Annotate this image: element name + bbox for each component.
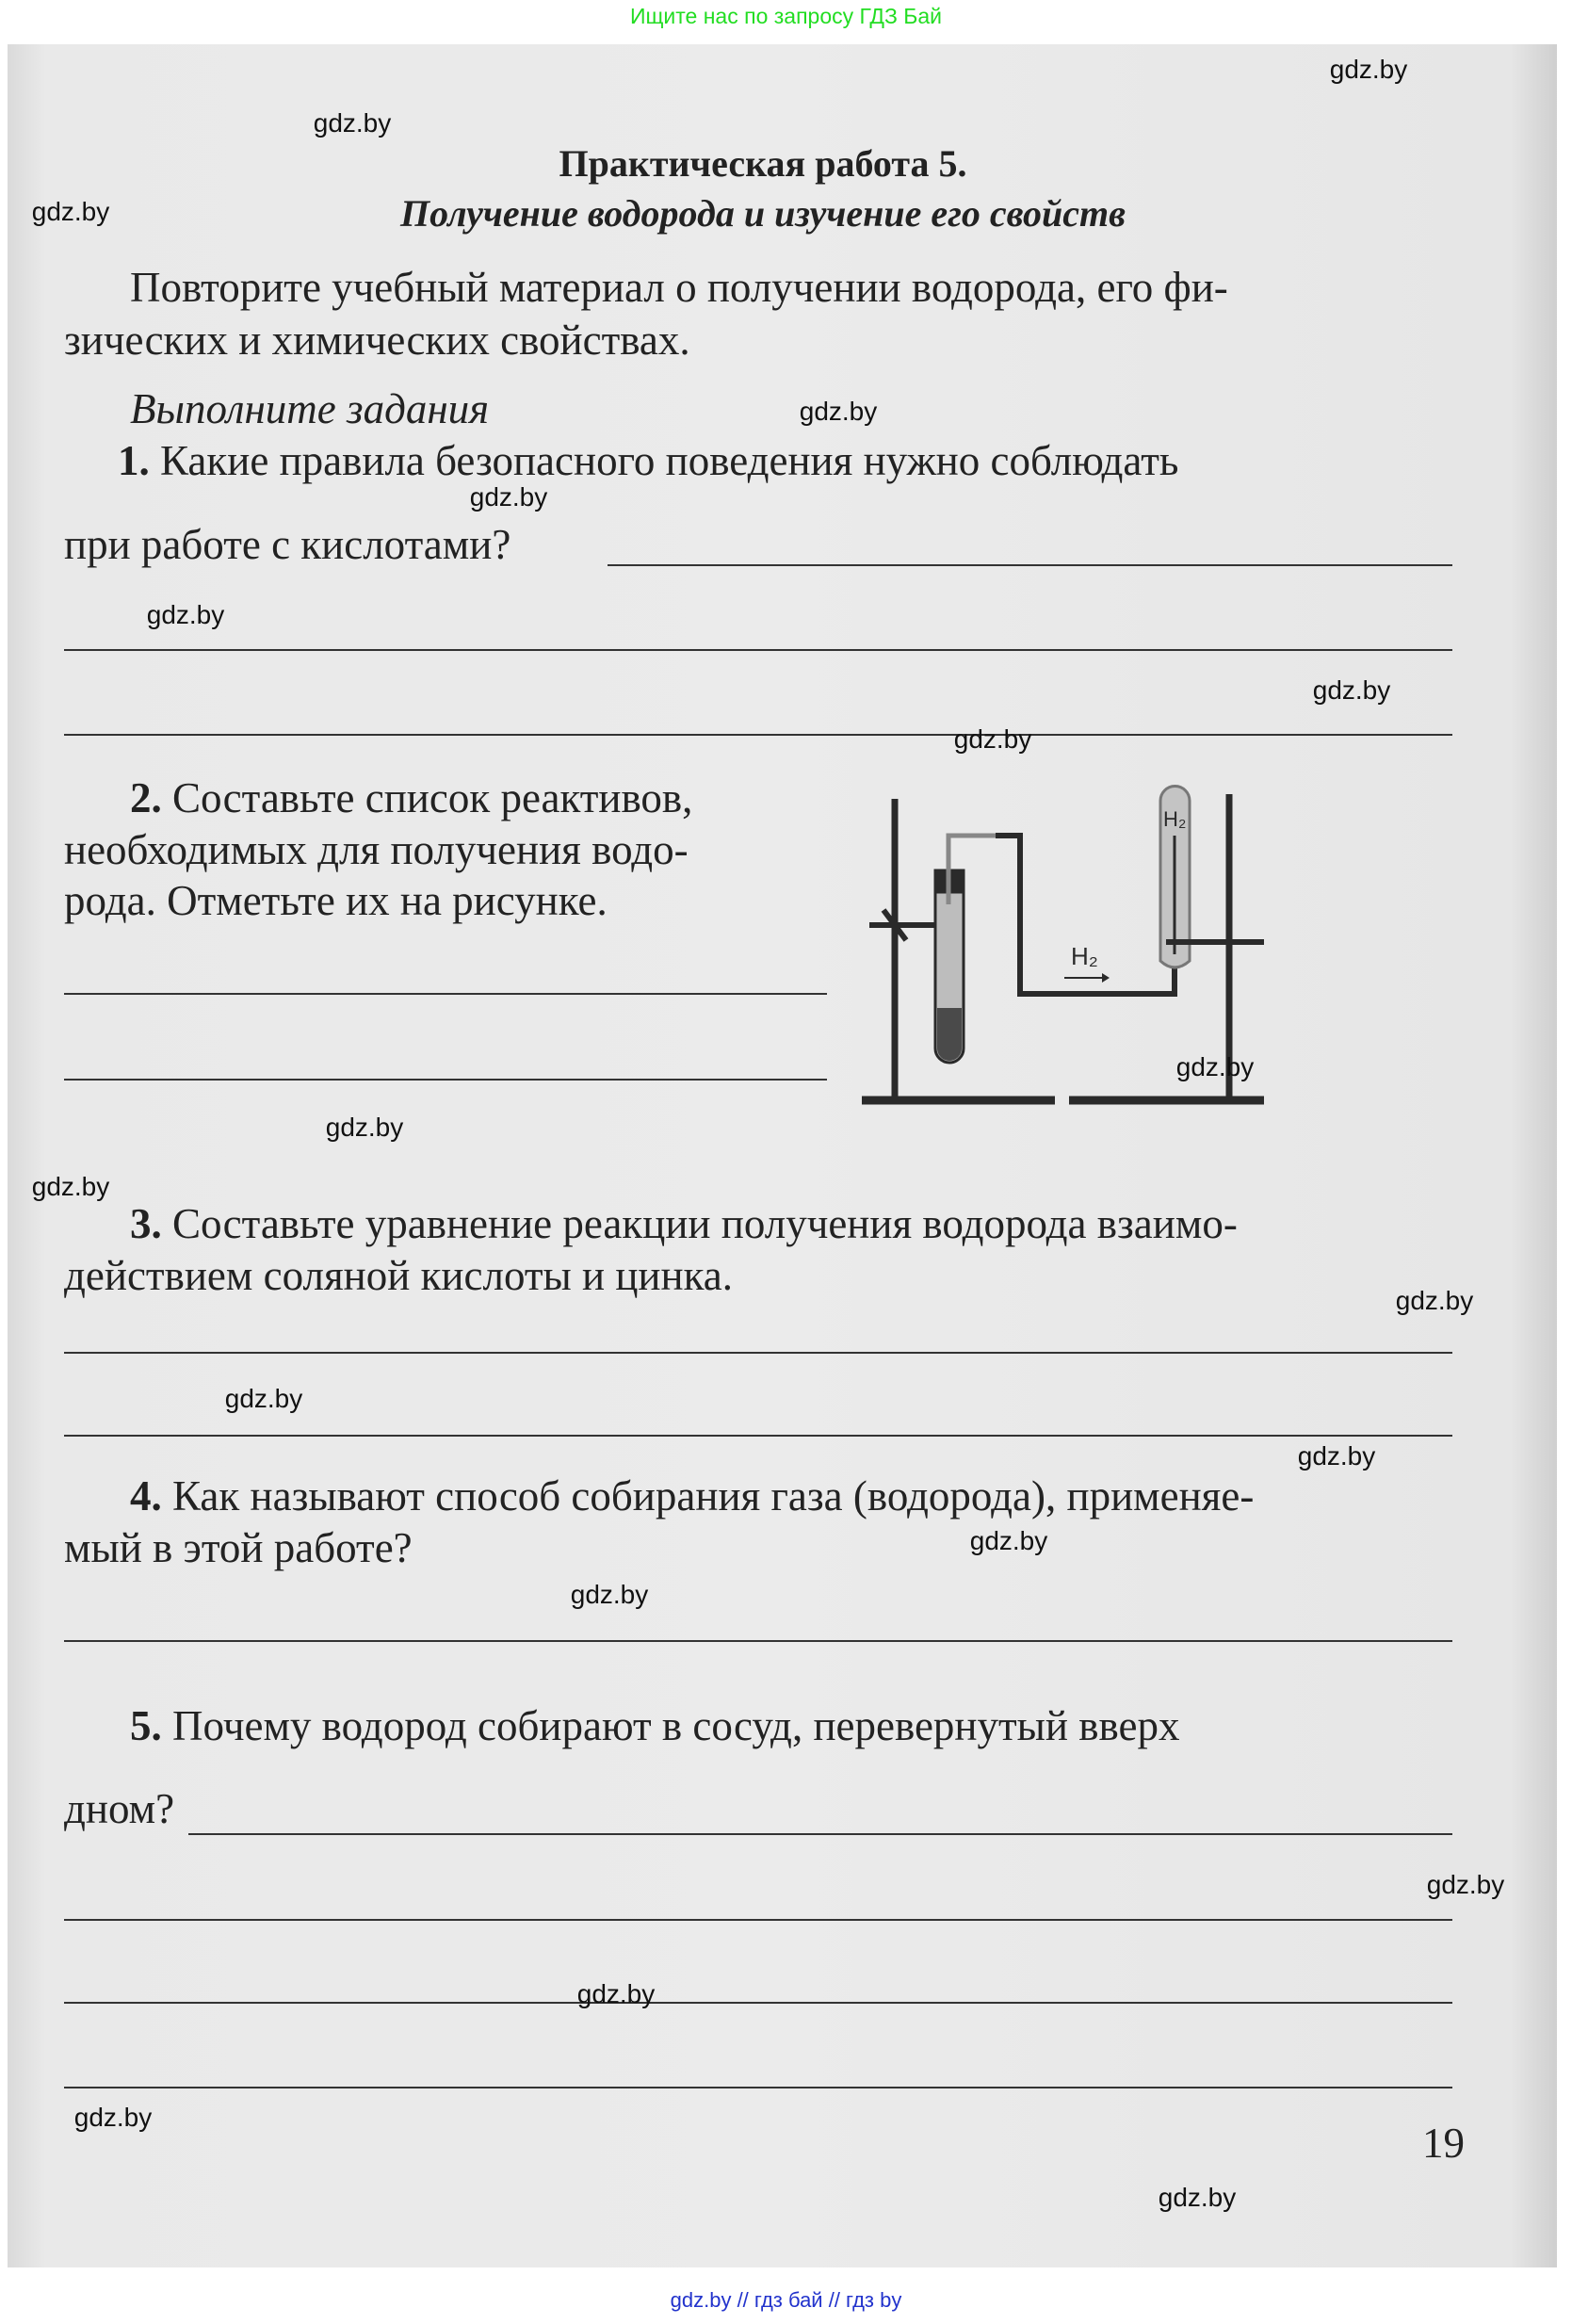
- watermark: gdz.by: [224, 1384, 303, 1413]
- q1-line-2: при работе с кислотами?: [64, 521, 511, 568]
- search-banner[interactable]: Ищите нас по запросу ГДЗ Бай: [629, 4, 943, 28]
- watermark: gdz.by: [969, 1526, 1048, 1555]
- watermark: gdz.by: [953, 724, 1032, 754]
- watermark: gdz.by: [469, 482, 548, 512]
- q2-line-3: рода. Отметьте их на рисунке.: [64, 877, 608, 924]
- watermark: gdz.by: [1426, 1870, 1505, 1899]
- watermark: gdz.by: [73, 2103, 153, 2132]
- watermark: gdz.by: [576, 1979, 656, 2008]
- watermark: gdz.by: [313, 108, 392, 138]
- q1-number: 1. Какие правила безопасного поведения нужно соблюдать: [118, 437, 1179, 484]
- q2-line-1: 2. Составьте список реактивов,: [130, 774, 693, 821]
- watermark: gdz.by: [1297, 1441, 1376, 1471]
- q3-line-2: действием соляной кислоты и цинка.: [64, 1252, 733, 1299]
- answer-line[interactable]: [64, 1435, 1452, 1437]
- footer-links[interactable]: gdz.by // гдз бай // гдз by: [670, 2288, 902, 2312]
- intro-line-2: зических и химических свойствах.: [64, 317, 690, 364]
- answer-line[interactable]: [64, 1640, 1452, 1642]
- tasks-heading: Выполните задания: [130, 385, 490, 432]
- arrow-icon: [1102, 973, 1110, 983]
- page-title: Практическая работа 5.: [559, 142, 967, 185]
- watermark: gdz.by: [799, 397, 878, 426]
- page-number: 19: [1422, 2120, 1465, 2167]
- watermark: gdz.by: [31, 197, 110, 226]
- answer-line[interactable]: [64, 2087, 1452, 2088]
- q2-line-2: необходимых для получения водо-: [64, 826, 689, 873]
- q4-line-1: 4. Как называют способ собирания газа (водорода), применяе-: [130, 1472, 1255, 1520]
- watermark: gdz.by: [146, 600, 225, 629]
- watermark: gdz.by: [570, 1580, 649, 1609]
- watermark: gdz.by: [1175, 1052, 1255, 1081]
- arrow-h2-label: H₂: [1071, 942, 1098, 970]
- answer-line[interactable]: [188, 1833, 1452, 1835]
- q4-line-2: мый в этой работе?: [64, 1524, 413, 1571]
- watermark: gdz.by: [1158, 2183, 1237, 2212]
- answer-line[interactable]: [64, 1919, 1452, 1921]
- reaction-liquid: [937, 1008, 962, 1061]
- answer-line[interactable]: [64, 2002, 1452, 2004]
- tube-h2-label: H₂: [1163, 807, 1187, 831]
- q5-line-1: 5. Почему водород собирают в сосуд, перевернутый вверх: [130, 1702, 1180, 1749]
- answer-line[interactable]: [64, 1352, 1452, 1354]
- q5-line-2: дном?: [64, 1785, 175, 1832]
- watermark: gdz.by: [1312, 675, 1391, 705]
- watermark: gdz.by: [325, 1113, 404, 1142]
- watermark: gdz.by: [31, 1172, 110, 1201]
- watermark: gdz.by: [1395, 1286, 1474, 1315]
- watermark: gdz.by: [1329, 55, 1408, 84]
- intro-line-1: Повторите учебный материал о получении водорода, его фи-: [130, 264, 1228, 311]
- q3-line-1: 3. Составьте уравнение реакции получения водорода взаимо-: [130, 1200, 1238, 1247]
- page-subtitle: Получение водорода и изучение его свойств: [400, 192, 1126, 235]
